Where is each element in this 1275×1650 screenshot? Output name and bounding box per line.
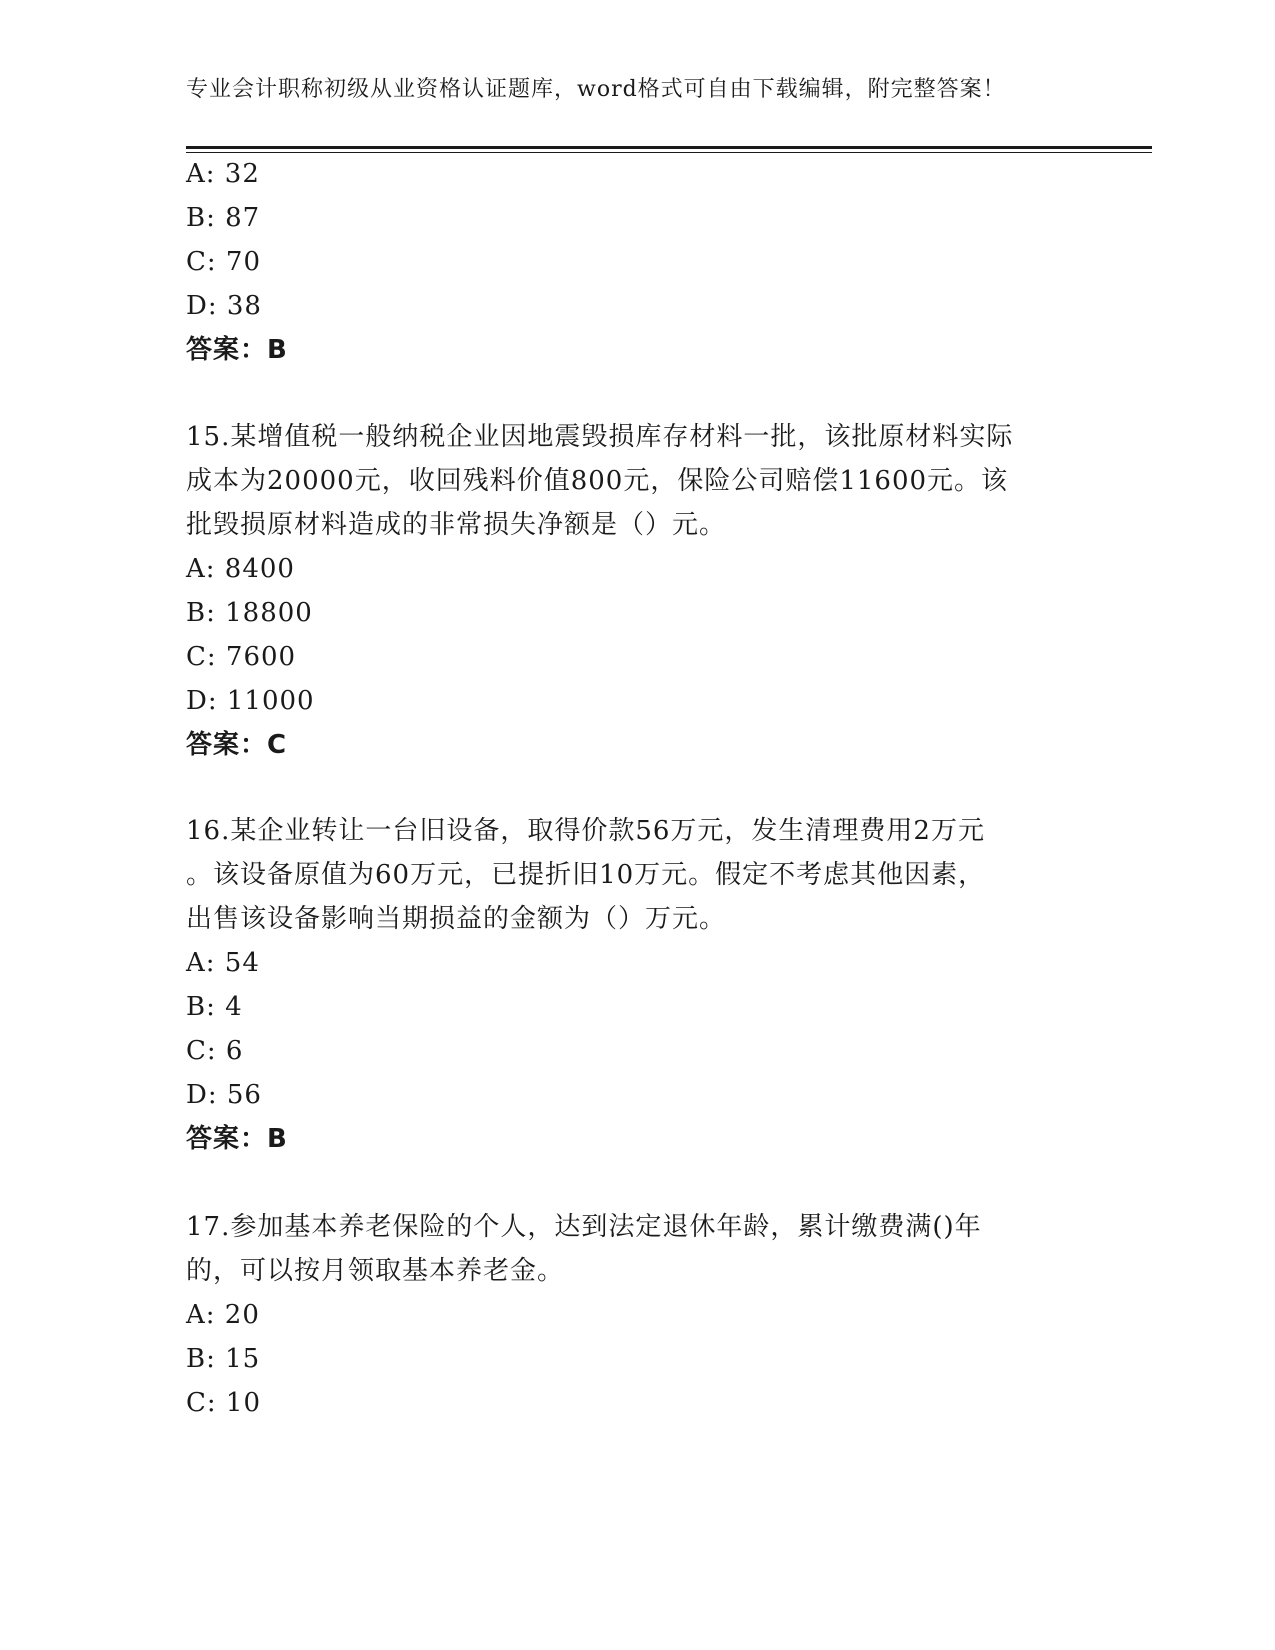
question-16-option-b: B: 4 bbox=[186, 992, 243, 1022]
page-header: 专业会计职称初级从业资格认证题库，word格式可自由下载编辑，附完整答案！ bbox=[186, 77, 1006, 102]
question-16-text-line-3: 出售该设备影响当期损益的金额为（）万元。 bbox=[186, 904, 727, 934]
question-17-text-line-1: 17.参加基本养老保险的个人，达到法定退休年龄，累计缴费满()年 bbox=[186, 1212, 982, 1242]
question-17-option-b: B: 15 bbox=[186, 1344, 261, 1374]
question-15-option-a: A: 8400 bbox=[186, 554, 295, 584]
question-16-answer: 答案：B bbox=[186, 1124, 288, 1154]
question-15-option-d: D: 11000 bbox=[186, 686, 315, 716]
question-16-option-a: A: 54 bbox=[186, 948, 260, 978]
option-b: B: 87 bbox=[186, 203, 261, 233]
option-c: C: 70 bbox=[186, 247, 262, 277]
question-17-text-line-2: 的，可以按月领取基本养老金。 bbox=[186, 1256, 565, 1286]
question-16-text-line-1: 16.某企业转让一台旧设备，取得价款56万元，发生清理费用2万元 bbox=[186, 816, 985, 846]
answer-line: 答案：B bbox=[186, 335, 288, 365]
question-15-text-line-1: 15.某增值税一般纳税企业因地震毁损库存材料一批，该批原材料实际 bbox=[186, 422, 1014, 452]
question-15-text-line-2: 成本为20000元，收回残料价值800元，保险公司赔偿11600元。该 bbox=[186, 466, 1009, 496]
option-d: D: 38 bbox=[186, 291, 262, 321]
question-16-text-line-2: 。该设备原值为60万元，已提折旧10万元。假定不考虑其他因素， bbox=[186, 860, 986, 890]
question-17-option-c: C: 10 bbox=[186, 1388, 262, 1418]
question-16-option-c: C: 6 bbox=[186, 1036, 244, 1066]
question-15-answer: 答案：C bbox=[186, 730, 288, 760]
question-15-text-line-3: 批毁损原材料造成的非常损失净额是（）元。 bbox=[186, 510, 727, 540]
option-a: A: 32 bbox=[186, 159, 260, 189]
question-17-option-a: A: 20 bbox=[186, 1300, 260, 1330]
question-15-option-b: B: 18800 bbox=[186, 598, 313, 628]
question-16-option-d: D: 56 bbox=[186, 1080, 262, 1110]
header-divider-thin bbox=[186, 152, 1152, 153]
question-15-option-c: C: 7600 bbox=[186, 642, 297, 672]
header-divider-thick bbox=[186, 146, 1152, 149]
